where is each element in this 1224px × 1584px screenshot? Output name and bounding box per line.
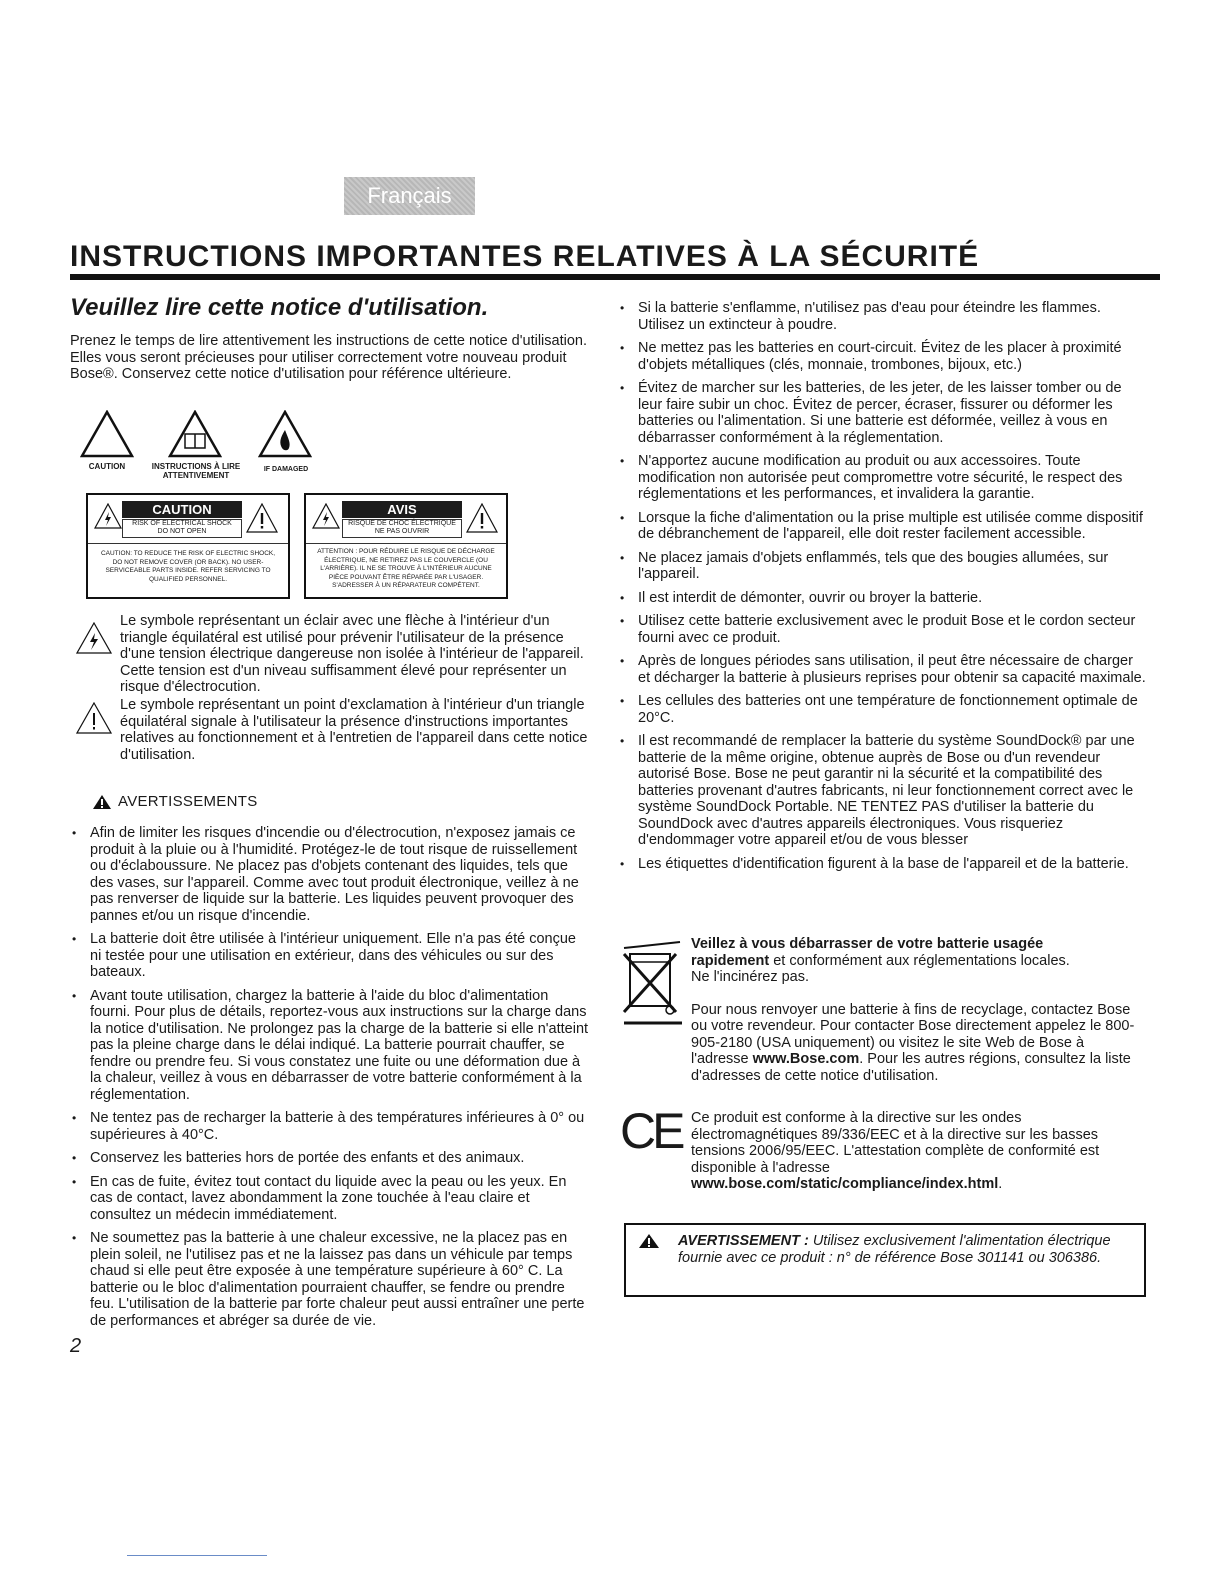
left-warnings-list [70,825,590,1336]
warnings-heading [92,793,258,810]
recycle-pre: Pour nous renvoyer une batterie à fins de recyclage, contactez Bose ou votre revendeur. Pour contacter Bose directement appelez le 800-905-2180 (USA uniquement) ou visitez le site Web de Bose à l'adresse [691,1001,1135,1067]
lightning-triangle-icon [312,503,340,529]
page-number: 2 [70,1335,82,1357]
title-rule [70,274,1160,280]
list-item: • Évitez de marcher sur les batteries, de les jeter, de les laisser tomber ou de leur faire subir un choc. Évitez de percer, écraser, fissurer ou déformer les batteries ou l'alimentation. Si une batterie est déformée, veillez à vous en débarrasser conformément à la réglementation. [618,380,1148,446]
disposal-line-3: Ne l'incinérez pas. [691,969,810,985]
list-item: • Il est recommandé de remplacer la batterie du système SoundDock® par une batterie de la même origine, obtenue auprès de Bose ou d'un revendeur autorisé Bose. Bose ne peut garantir ni la sécurité et la compatibilité des batteries provenant d'autres fabricants, ni leur fonctionnement correct avec le système SoundDock Portable. NE TENTEZ PAS d'utiliser la batterie du SoundDock avec d'autres appareils électroniques. Vous risqueriez d'endommager votre appareil et/ou de vous blesser [618,733,1148,849]
ce-link-end: . [998,1176,1003,1192]
crossed-bin-icon [620,938,686,1028]
exclamation-triangle-icon [246,503,278,533]
damaged-symbol-label: IF DAMAGED [263,466,309,473]
disposal-rest-1: et conformément aux réglementations locales. [769,952,1070,969]
list-item: • En cas de fuite, évitez tout contact du liquide avec la peau ou les yeux. En cas de contact, lavez abondamment la zone touchée à l'eau claire et consultez un médecin immédiatement. [70,1174,590,1224]
ce-link-line [691,1176,1131,1193]
list-item: • Ne placez jamais d'objets enflammés, tels que des bougies allumées, sur l'appareil. [618,550,1148,583]
subtitle: Veuillez lire cette notice d'utilisation. [70,294,489,321]
exclamation-symbol-icon [76,702,112,734]
disposal-block [691,936,1135,1084]
ce-block [691,1110,1131,1193]
list-item: • Les cellules des batteries ont une température de fonctionnement optimale de 20°C. [618,693,1148,726]
list-item: • Les étiquettes d'identification figurent à la base de l'appareil et de la batterie. [618,856,1148,873]
list-item: • Conservez les batteries hors de portée des enfants et des animaux. [70,1150,590,1167]
page-title: INSTRUCTIONS IMPORTANTES RELATIVES À LA SÉCURITÉ [70,240,980,273]
list-item: • Si la batterie s'enflamme, n'utilisez pas d'eau pour éteindre les flammes. Utilisez un extincteur à poudre. [618,300,1148,333]
safety-symbols [76,410,316,482]
intro-paragraph: Prenez le temps de lire attentivement les instructions de cette notice d'utilisation. Elles vous seront précieuses pour utiliser correctement votre nouveau produit Bose®. Conservez cette notice d'utilisation pour référence ultérieure. [70,333,587,382]
list-item: • Utilisez cette batterie exclusivement avec le produit Bose et le cordon secteur fourni avec ce produit. [618,613,1148,646]
warning-box-label: AVERTISSEMENT : [678,1233,809,1249]
warning-box [624,1223,1146,1297]
warning-icon [638,1233,660,1249]
caution-risk-line2: DO NOT OPEN [157,528,207,535]
recycle-post: . Pour les autres régions, consultez la liste d'adresses de cette notice d'utilisation. [691,1051,1131,1084]
avis-label [304,493,508,599]
list-item: • N'apportez aucune modification au produit ou aux accessoires. Toute modification non autorisée peut compromettre votre sécurité, le respect des réglementations et les performances, et invalidera la garantie. [618,453,1148,503]
exclamation-triangle-icon [466,503,498,533]
exclamation-symbol-text: Le symbole représentant un point d'exclamation à l'intérieur d'un triangle équilatéral signale à l'utilisateur la présence d'instructions importantes relatives au fonctionnement et à l'entretien de l'appareil dans cette notice d'utilisation. [120,697,588,763]
list-item: • La batterie doit être utilisée à l'intérieur uniquement. Elle n'a pas été conçue ni testée pour une utilisation en extérieur, dans des véhicules ou sur des bateaux. [70,931,590,981]
instructions-symbol-label [146,462,246,480]
list-item: • Lorsque la fiche d'alimentation ou la prise multiple est utilisée comme dispositif de débranchement de l'appareil, elle doit rester facilement accessible. [618,510,1148,543]
disposal-text [691,936,1121,986]
list-item: • Ne soumettez pas la batterie à une chaleur excessive, ne la placez pas en plein soleil, ne l'utilisez pas et ne la laissez pas dans un véhicule par temps chaud si elle peut être exposée à une température supérieure à 60° C. La batterie ou le bloc d'alimentation pourraient chauffer, se fendre ou prendre feu. L'utilisation de la batterie par forte chaleur peut aussi entraîner une perte de performances et abréger sa durée de vie. [70,1230,590,1329]
lightning-triangle-icon [94,503,122,529]
recycle-text [691,1002,1141,1085]
instructions-label-line1: INSTRUCTIONS À LIRE [151,462,241,471]
list-item: • Afin de limiter les risques d'incendie ou d'électrocution, n'exposez jamais ce produit à la pluie ou à l'humidité. Protégez-le de tout risque de ruissellement ou d'éclaboussure. Ne placez pas d'objets contenant des liquides, tels que des vases, sur l'appareil. Comme avec tout produit électronique, veillez à ne pas renverser de liquide sur la batterie. Les liquides peuvent provoquer des pannes et/ou un risque d'incendie. [70,825,590,924]
disposal-bold-2: rapidement [691,952,770,969]
warning-icon [92,794,112,810]
list-item: • Il est interdit de démonter, ouvrir ou broyer la batterie. [618,590,1148,607]
avis-label-heading: AVIS [342,501,462,518]
caution-label-heading: CAUTION [122,501,242,518]
right-warnings-list [618,300,1148,879]
list-item: • Ne tentez pas de recharger la batterie à des températures inférieures à 0° ou supérieures à 40°C. [70,1110,590,1143]
lightning-symbol-icon [76,622,112,654]
caution-risk-text [122,519,242,538]
caution-triangle-icon [80,410,134,458]
footer-line [127,1555,267,1556]
avis-label-body: ATTENTION : POUR RÉDUIRE LE RISQUE DE DÉCHARGE ÉLECTRIQUE, NE RETIREZ PAS LE COUVERCLE (OU L'ARRIÈRE). IL NE SE TROUVE À L'INTÉRIEUR AUCUNE PIÈCE POUVANT ÊTRE RÉPARÉE PAR L'USAGER. S'ADRESSER À UN RÉPARATEUR COMPÉTENT. [317,548,495,589]
avis-risk-text [342,519,462,538]
list-item: • Après de longues périodes sans utilisation, il peut être nécessaire de charger et décharger la batterie à plusieurs reprises pour obtenir sa capacité maximale. [618,653,1148,686]
warning-box-text [678,1233,1138,1266]
caution-risk-line1: RISK OF ELECTRICAL SHOCK [132,520,232,527]
instructions-label-line2: ATTENTIVEMENT [162,471,230,480]
disposal-bold-1: Veillez à vous débarrasser de votre batterie usagée [691,936,1044,952]
caution-label-divider [88,543,288,544]
caution-symbol-label: CAUTION [88,462,126,471]
lightning-symbol-text: Le symbole représentant un éclair avec une flèche à l'intérieur d'un triangle équilatéral est utilisé pour prévenir l'utilisateur de la présence d'une tension électrique dangereuse non isolée à l'intérieur de l'appareil. Cette tension est d'un niveau suffisamment élevé pour représenter un risque d'électrocution. [120,613,584,695]
ce-mark: CE [620,1103,682,1159]
language-tab: Français [344,177,475,215]
caution-label-body: CAUTION: TO REDUCE THE RISK OF ELECTRIC SHOCK, DO NOT REMOVE COVER (OR BACK). NO USER-SERVICEABLE PARTS INSIDE. REFER SERVICING TO QUALIFIED PERSONNEL. [100,550,276,583]
bose-website-link[interactable]: www.Bose.com [752,1051,860,1067]
compliance-link[interactable]: www.bose.com/static/compliance/index.html [691,1176,999,1192]
list-item: • Ne mettez pas les batteries en court-circuit. Évitez de les placer à proximité d'objets métalliques (clés, monnaie, trombones, bijoux, etc.) [618,340,1148,373]
warning-box-body: Utilisez exclusivement l'alimentation électrique fournie avec ce produit : n° de référence Bose 301141 ou 306386. [678,1233,1111,1266]
fire-hazard-icon [258,410,312,458]
read-instructions-icon [168,410,222,458]
caution-label [86,493,290,599]
list-item: • Avant toute utilisation, chargez la batterie à l'aide du bloc d'alimentation fourni. Pour plus de détails, reportez-vous aux instructions sur la charge dans la notice d'utilisation. Ne prolongez pas la charge de la batterie si elle n'atteint pas la pleine charge dans le délai indiqué. La batterie pourrait chauffer, se fendre ou prendre feu. Si vous constatez une fuite ou une déformation due à la chaleur, veillez à vous en débarrasser de votre batterie conformément à la réglementation. [70,988,590,1104]
ce-text: Ce produit est conforme à la directive sur les ondes électromagnétiques 89/336/EEC et à la directive sur les basses tensions 2006/95/EEC. L'attestation complète de conformité est disponible à l'adresse [691,1110,1100,1176]
avis-label-divider [306,543,506,544]
avis-risk-line1: RISQUE DE CHOC ÉLECTRIQUE [348,520,456,527]
avis-risk-line2: NE PAS OUVRIR [374,528,430,535]
warnings-heading-text: AVERTISSEMENTS [118,793,258,810]
